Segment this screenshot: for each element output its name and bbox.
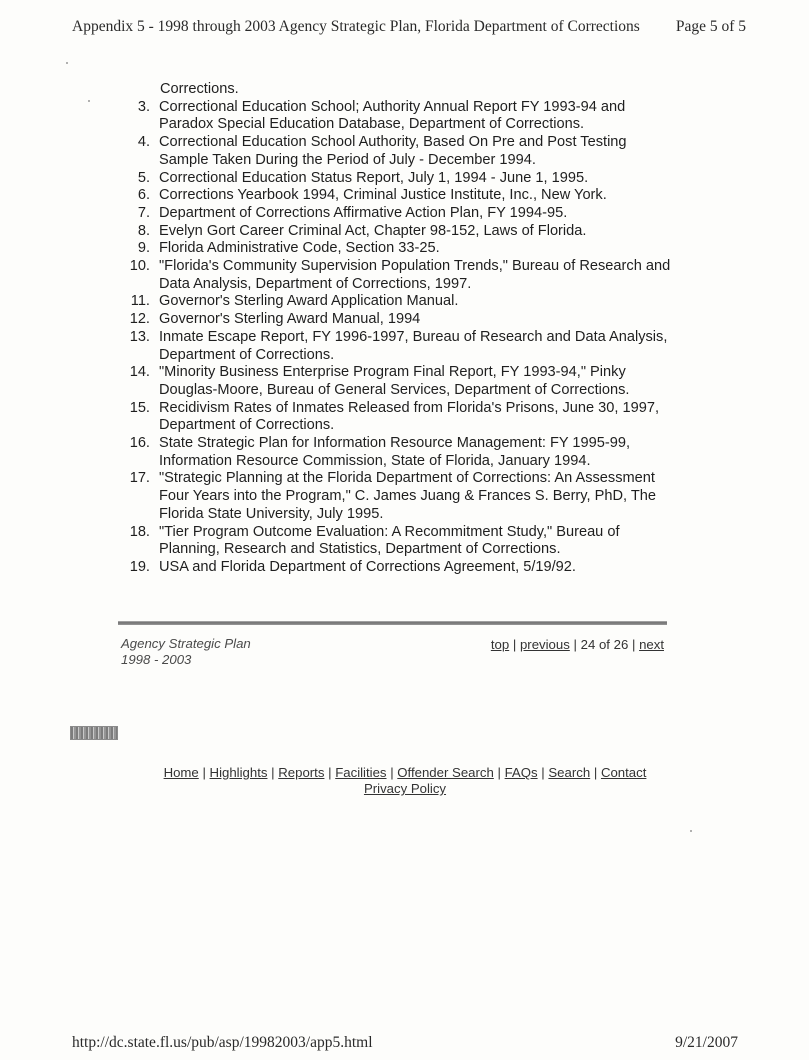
- print-footer-url: http://dc.state.fl.us/pub/asp/19982003/app5.html: [72, 1034, 373, 1051]
- print-footer-date: 9/21/2007: [675, 1034, 738, 1051]
- reference-item: [118, 524, 678, 559]
- reference-text: "Tier Program Outcome Evaluation: A Recommitment Study," Bureau of Planning, Research and Statistics, Department of Corrections.: [159, 523, 620, 558]
- plan-footer-title: [121, 636, 251, 668]
- site-nav-link-faqs[interactable]: FAQs: [504, 765, 538, 780]
- reference-text: "Strategic Planning at the Florida Department of Corrections: An Assessment Four Years into the Program," C. James Juang & Frances S. Berry, PhD, The Florida State University, July 1995.: [159, 470, 656, 522]
- reference-text: Correctional Education Status Report, July 1, 1994 - June 1, 1995.: [159, 169, 589, 186]
- reference-number: 16.: [129, 435, 150, 452]
- reference-item: [118, 99, 678, 134]
- reference-text: Evelyn Gort Career Criminal Act, Chapter 98-152, Laws of Florida.: [159, 222, 587, 239]
- reference-number: 7.: [137, 204, 150, 221]
- reference-number: 3.: [137, 98, 150, 115]
- reference-item: [118, 364, 678, 399]
- reference-item: [118, 240, 678, 258]
- reference-item: [118, 311, 678, 329]
- site-nav-separator: |: [541, 765, 545, 780]
- reference-text: Governor's Sterling Award Manual, 1994: [159, 311, 421, 328]
- reference-number: 6.: [137, 187, 150, 204]
- reference-number: 14.: [129, 364, 150, 381]
- reference-item: [118, 329, 678, 364]
- reference-continuation: Corrections.: [160, 81, 239, 97]
- site-nav-separator: |: [328, 765, 332, 780]
- reference-item: [118, 223, 678, 241]
- reference-text: "Minority Business Enterprise Program Final Report, FY 1993-94," Pinky Douglas-Moore, Bureau of General Services, Department of Corrections.: [159, 364, 630, 398]
- site-nav-link-contact[interactable]: Contact: [600, 765, 647, 780]
- reference-number: 10.: [129, 258, 150, 275]
- reference-number: 13.: [129, 328, 150, 345]
- plan-years: 1998 - 2003: [121, 652, 192, 667]
- reference-item: [118, 170, 678, 188]
- reference-number: 4.: [137, 134, 150, 151]
- nav-separator: |: [631, 637, 636, 652]
- reference-text: Inmate Escape Report, FY 1996-1997, Bureau of Research and Data Analysis, Department of Corrections.: [159, 328, 668, 363]
- reference-item: [118, 187, 678, 205]
- reference-item: [118, 400, 678, 435]
- reference-item: [118, 559, 678, 577]
- print-footer: [72, 1034, 738, 1052]
- site-nav-separator: |: [271, 765, 275, 780]
- reference-text: Department of Corrections Affirmative Action Plan, FY 1994-95.: [159, 204, 568, 221]
- reference-item: [118, 293, 678, 311]
- previous-link[interactable]: previous: [519, 637, 570, 652]
- reference-item: [118, 205, 678, 223]
- reference-number: 12.: [129, 311, 150, 328]
- reference-text: Florida Administrative Code, Section 33-25.: [159, 240, 440, 257]
- page-count: 24 of 26: [580, 637, 629, 652]
- site-nav-separator: |: [497, 765, 501, 780]
- reference-item: [118, 258, 678, 293]
- site-nav-link-facilities[interactable]: Facilities: [335, 765, 387, 780]
- scan-speck: [88, 100, 90, 102]
- site-nav-separator: |: [593, 765, 598, 780]
- reference-text: State Strategic Plan for Information Resource Management: FY 1995-99, Information Resource Commission, State of Florida, January 1994.: [159, 435, 631, 469]
- reference-number: 8.: [137, 222, 150, 239]
- reference-text: Recidivism Rates of Inmates Released from Florida's Prisons, June 30, 1997, Department of Corrections.: [159, 399, 660, 434]
- site-nav-separator: |: [390, 765, 394, 780]
- reference-item: [118, 470, 678, 523]
- logo-badge-icon[interactable]: [70, 726, 118, 740]
- reference-number: 9.: [137, 240, 150, 257]
- scan-speck: [690, 830, 692, 832]
- reference-number: 17.: [129, 470, 150, 487]
- reference-item: [118, 435, 678, 470]
- reference-number: 18.: [129, 523, 150, 540]
- site-navigation: [118, 765, 692, 797]
- site-nav-link-reports[interactable]: Reports: [278, 765, 325, 780]
- nav-separator: |: [573, 637, 577, 652]
- reference-text: Correctional Education School; Authority Annual Report FY 1993-94 and Paradox Special Education Database, Department of Corrections.: [159, 98, 626, 133]
- print-header-page: Page 5 of 5: [675, 18, 746, 35]
- page-navigation: [490, 637, 664, 652]
- horizontal-rule: [118, 621, 667, 625]
- reference-text: Governor's Sterling Award Application Manual.: [159, 293, 459, 310]
- plan-title: Agency Strategic Plan: [121, 636, 251, 651]
- next-link[interactable]: next: [639, 637, 664, 652]
- reference-text: Correctional Education School Authority, Based On Pre and Post Testing Sample Taken During the Period of July - December 1994.: [159, 134, 627, 168]
- print-header-title: Appendix 5 - 1998 through 2003 Agency Strategic Plan, Florida Department of Corrections: [72, 18, 640, 35]
- reference-number: 11.: [130, 293, 150, 310]
- reference-list: [118, 81, 678, 577]
- site-links: [118, 765, 692, 781]
- top-link[interactable]: top: [490, 637, 510, 652]
- reference-number: 19.: [129, 558, 150, 575]
- privacy-policy-link[interactable]: Privacy Policy: [363, 781, 447, 796]
- reference-item: [118, 134, 678, 169]
- reference-text: USA and Florida Department of Corrections Agreement, 5/19/92.: [159, 558, 576, 575]
- print-header: [72, 18, 746, 36]
- scan-speck: [66, 62, 68, 64]
- reference-text: Corrections Yearbook 1994, Criminal Justice Institute, Inc., New York.: [159, 187, 607, 204]
- site-nav-link-offender-search[interactable]: Offender Search: [397, 765, 494, 780]
- reference-text: "Florida's Community Supervision Population Trends," Bureau of Research and Data Analysis, Department of Corrections, 1997.: [159, 258, 671, 292]
- site-nav-link-search[interactable]: Search: [548, 765, 591, 780]
- reference-number: 5.: [137, 169, 150, 186]
- site-nav-link-highlights[interactable]: Highlights: [209, 765, 268, 780]
- site-nav-link-home[interactable]: Home: [163, 765, 199, 780]
- nav-separator: |: [512, 637, 517, 652]
- site-nav-separator: |: [202, 765, 206, 780]
- reference-number: 15.: [129, 399, 150, 416]
